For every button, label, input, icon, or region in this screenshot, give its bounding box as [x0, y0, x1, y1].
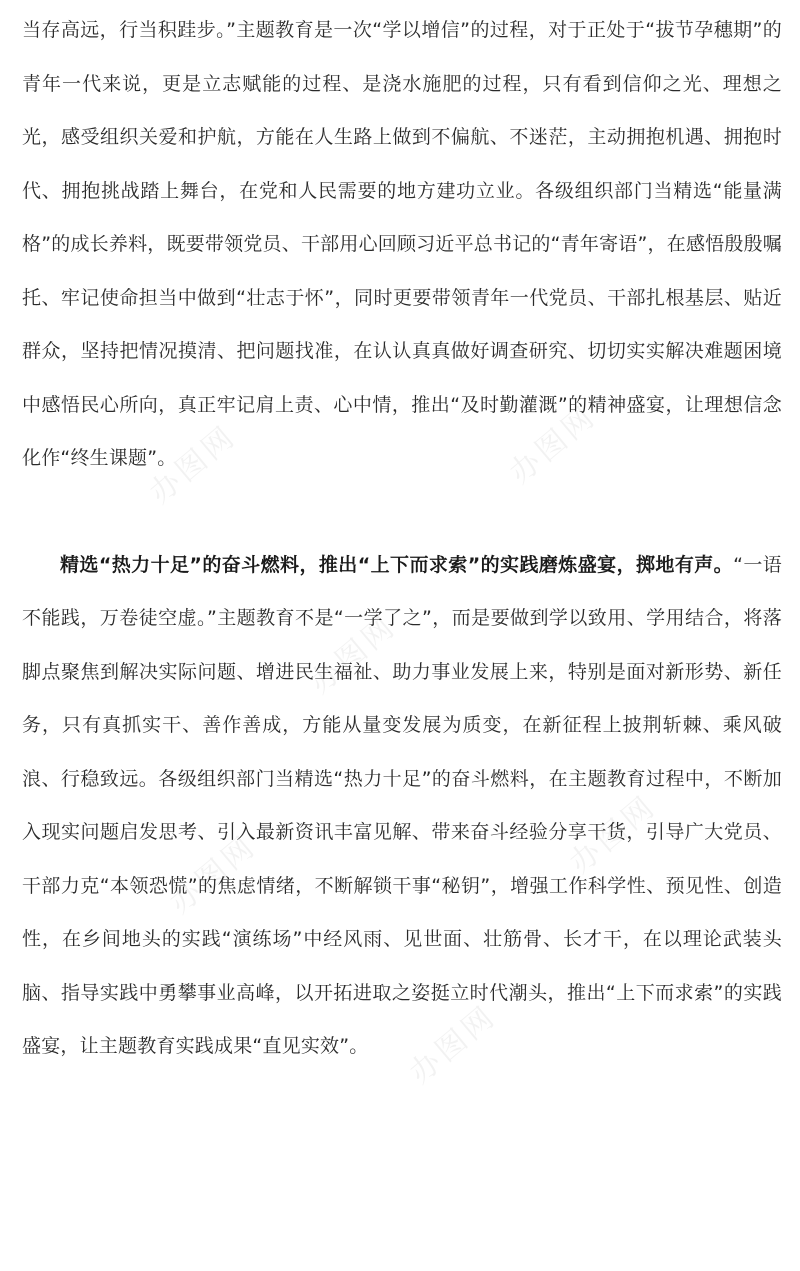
watermark: 办图网 [162, 828, 264, 921]
watermark: 办图网 [502, 398, 604, 491]
watermark: 办图网 [402, 998, 504, 1091]
paragraph-continued: 当存高远，行当积跬步。”主题教育是一次“学以增信”的过程，对于正处于“拔节孕穗期”的青年一代来说，更是立志赋能的过程、是浇水施肥的过程，只有看到信仰之光、理想之光，感受组织关爱和护航，方能在人生路上做到不偏航、不迷茫，主动拥抱机遇、拥抱时代、拥抱挑战踏上舞台，在党和人民需要的地方建功立业。各级组织部门当精选“能量满格”的成长养料，既要带领党员、干部用心回顾习近平总书记的“青年寄语”，在感悟殷殷嘱托、牢记使命担当中做到“壮志于怀”，同时更要带领青年一代党员、干部扎根基层、贴近群众，坚持把情况摸清、把问题找准，在认认真真做好调查研究、切切实实解决难题困境中感悟民心所向，真正牢记肩上责、心中情，推出“及时勤灌溉”的精神盛宴，让理想信念化作“终生课题”。 [22, 19, 782, 469]
watermark: 办图网 [562, 788, 664, 881]
paragraph-lead-sentence: 精选“热力十足”的奋斗燃料，推出“上下而求索”的实践磨炼盛宴，掷地有声。 [60, 553, 734, 576]
watermark: 办图网 [302, 608, 404, 701]
paragraph [22, 539, 782, 1074]
article-body [22, 4, 782, 1074]
watermark: 办图网 [142, 418, 244, 511]
paragraph-body: “一语不能践，万卷徒空虚。”主题教育不是“一学了之”，而是要做到学以致用、学用结合，将落脚点聚焦到解决实际问题、增进民生福祉、助力事业发展上来，特别是面对新形势、新任务，只有真抓实干、善作善成，方能从量变发展为质变，在新征程上披荆斩棘、乘风破浪、行稳致远。各级组织部门当精选“热力十足”的奋斗燃料，在主题教育过程中，不断加入现实问题启发思考、引入最新资讯丰富见解、带来奋斗经验分享干货，引导广大党员、干部力克“本领恐慌”的焦虑情绪，不断解锁干事“秘钥”，增强工作科学性、预见性、创造性，在乡间地头的实践“演练场”中经风雨、见世面、壮筋骨、长才干，在以理论武装头脑、指导实践中勇攀事业高峰，以开拓进取之姿挺立时代潮头，推出“上下而求索”的实践盛宴，让主题教育实践成果“直见实效”。 [22, 553, 782, 1057]
